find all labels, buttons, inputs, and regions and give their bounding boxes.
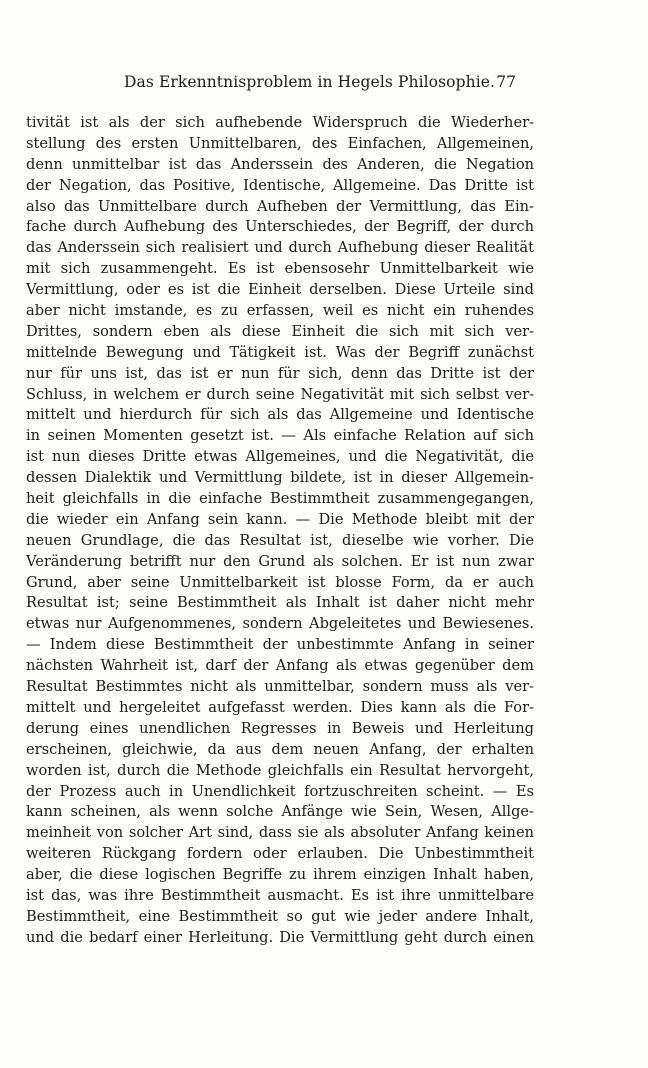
text-line: ist das, was ihre Bestimmtheit ausmacht. Es ist ihre unmittelbare <box>26 886 534 904</box>
text-line: Resultat ist; seine Bestimmtheit als Inhalt ist daher nicht mehr <box>26 594 534 612</box>
text-line: nur für uns ist, das ist er nun für sich, denn das Dritte ist der <box>26 364 534 382</box>
text-line: — Indem diese Bestimmtheit der unbestimmte Anfang in seiner <box>26 636 534 654</box>
text-line: der Prozess auch in Unendlichkeit fortzuschreiten scheint. — Es <box>26 782 534 800</box>
text-line: nächsten Wahrheit ist, darf der Anfang als etwas gegenüber dem <box>26 657 534 675</box>
text-line: denn unmittelbar ist das Anderssein des Anderen, die Negation <box>26 155 534 173</box>
running-head <box>110 73 518 95</box>
text-line: meinheit von solcher Art sind, dass sie als absoluter Anfang keinen <box>26 824 534 842</box>
text-line: etwas nur Aufgenommenes, sondern Abgeleitetes und Bewiesenes. <box>26 615 534 633</box>
text-line: erscheinen, gleichwie, da aus dem neuen Anfang, der erhalten <box>26 740 534 758</box>
text-line: Resultat Bestimmtes nicht als unmittelbar, sondern muss als ver- <box>26 678 534 696</box>
text-line: Drittes, sondern eben als diese Einheit die sich mit sich ver- <box>26 322 534 340</box>
text-line: der Negation, das Positive, Identische, Allgemeine. Das Dritte ist <box>26 176 534 194</box>
text-line: heit gleichfalls in die einfache Bestimmtheit zusammengegangen, <box>26 490 534 508</box>
text-line: fache durch Aufhebung des Unterschiedes, der Begriff, der durch <box>26 218 534 236</box>
text-line: derung eines unendlichen Regresses in Beweis und Herleitung <box>26 719 534 737</box>
text-line: ist nun dieses Dritte etwas Allgemeines, und die Negativität, die <box>26 448 534 466</box>
text-line: aber nicht imstande, es zu erfassen, weil es nicht ein ruhendes <box>26 302 534 320</box>
text-line: aber, die diese logischen Begriffe zu ihrem einzigen Inhalt haben, <box>26 866 534 884</box>
text-line: stellung des ersten Unmittelbaren, des Einfachen, Allgemeinen, <box>26 134 534 152</box>
text-line: worden ist, durch die Methode gleichfalls ein Resultat hervorgeht, <box>26 761 534 779</box>
text-line: Bestimmtheit, eine Bestimmtheit so gut wie jeder andere Inhalt, <box>26 907 534 925</box>
body-text <box>26 113 534 949</box>
text-line: Schluss, in welchem er durch seine Negativität mit sich selbst ver- <box>26 385 534 403</box>
text-line: mittelnde Bewegung und Tätigkeit ist. Was der Begriff zunächst <box>26 343 534 361</box>
running-head-title: Das Erkenntnisproblem in Hegels Philosophie. <box>124 73 496 91</box>
text-line: Grund, aber seine Unmittelbarkeit ist blosse Form, da er auch <box>26 573 534 591</box>
text-line: in seinen Momenten gesetzt ist. — Als einfache Relation auf sich <box>26 427 534 445</box>
page-number: 77 <box>496 73 516 91</box>
text-line: neuen Grundlage, die das Resultat ist, dieselbe wie vorher. Die <box>26 531 534 549</box>
text-line: also das Unmittelbare durch Aufheben der Vermittlung, das Ein- <box>26 197 534 215</box>
text-line: dessen Dialektik und Vermittlung bildete, ist in dieser Allgemein- <box>26 469 534 487</box>
text-line: weiteren Rückgang fordern oder erlauben. Die Unbestimmtheit <box>26 845 534 863</box>
text-line: kann scheinen, als wenn solche Anfänge wie Sein, Wesen, Allge- <box>26 803 534 821</box>
text-line: Vermittlung, oder es ist die Einheit derselben. Diese Urteile sind <box>26 281 534 299</box>
text-line: die wieder ein Anfang sein kann. — Die Methode bleibt mit der <box>26 510 534 528</box>
text-line: mittelt und hergeleitet aufgefasst werden. Dies kann als die For- <box>26 698 534 716</box>
text-line: mit sich zusammengeht. Es ist ebensosehr Unmittelbarkeit wie <box>26 260 534 278</box>
text-line: das Anderssein sich realisiert und durch Aufhebung dieser Realität <box>26 239 534 257</box>
text-line: tivität ist als der sich aufhebende Widerspruch die Wiederher- <box>26 114 534 131</box>
text-line: und die bedarf einer Herleitung. Die Vermittlung geht durch einen <box>26 928 534 946</box>
text-line: mittelt und hierdurch für sich als das Allgemeine und Identische <box>26 406 534 424</box>
text-line: Veränderung betrifft nur den Grund als solchen. Er ist nun zwar <box>26 552 534 570</box>
